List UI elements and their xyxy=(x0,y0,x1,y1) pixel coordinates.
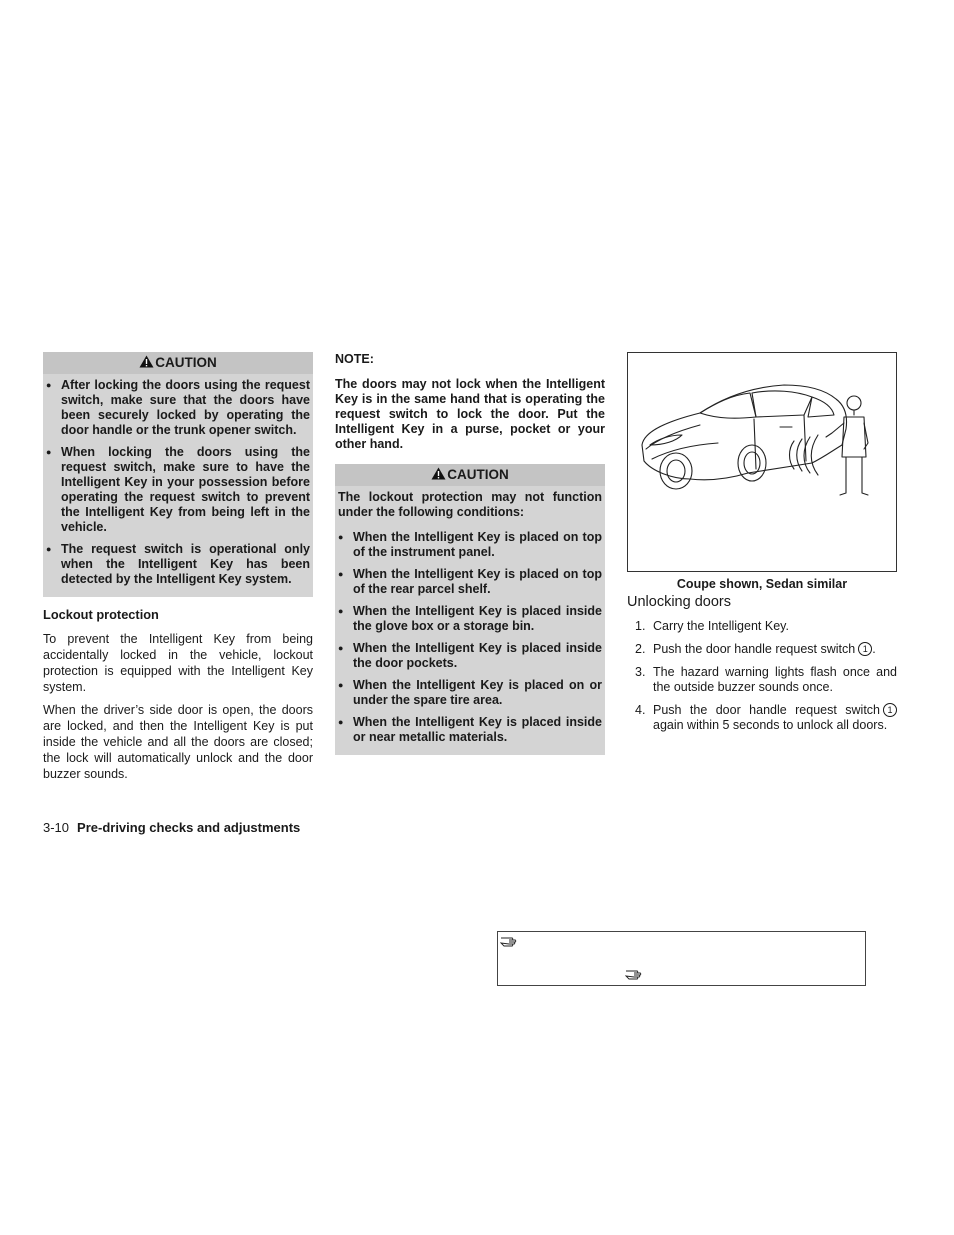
warning-triangle-icon xyxy=(139,355,154,368)
body-paragraph: When the driver’s side door is open, the doors are locked, and then the Intelligent Key is put inside the vehicle and all the doors are closed; the lock will automatically unlock and the door buzzer sounds. xyxy=(43,703,313,781)
step-number: 1. xyxy=(635,619,646,633)
caution-item: ● When the Intelligent Key is placed inside the door pockets. xyxy=(338,641,602,671)
caution-header xyxy=(43,352,313,374)
right-column xyxy=(627,352,897,741)
caution-title: CAUTION xyxy=(155,355,217,370)
caution-list xyxy=(335,526,605,745)
footer-section-title: Pre-driving checks and adjustments xyxy=(77,820,301,835)
caution-intro: The lockout protection may not function under the following conditions: xyxy=(338,490,602,519)
left-column xyxy=(43,352,313,789)
step-text: Carry the Intelligent Key. xyxy=(653,619,789,633)
step-number: 4. xyxy=(635,703,646,717)
pointing-hand-icon xyxy=(625,968,645,980)
page-number: 3-10 xyxy=(43,820,70,835)
caution-box-lockout xyxy=(335,464,605,755)
step-text: The hazard warning lights flash once and the outside buzzer sounds once. xyxy=(653,665,897,694)
unlocking-doors-title: Unlocking doors xyxy=(627,594,731,610)
unlock-steps-list xyxy=(627,619,897,733)
lockout-protection-heading: Lockout protection xyxy=(43,607,159,622)
caution-item: ● When the Intelligent Key is placed inside the glove box or a storage bin. xyxy=(338,604,602,634)
warning-triangle-icon xyxy=(431,467,446,480)
reference-box xyxy=(497,931,866,986)
page-footer xyxy=(43,820,300,835)
note-label: NOTE: xyxy=(335,352,374,366)
car-door-illustration xyxy=(627,352,897,572)
caution-list xyxy=(43,374,313,587)
caution-item: ● After locking the doors using the request switch, make sure that the doors have been securely locked by operating the door handle or the trunk opener switch. xyxy=(46,378,310,438)
body-paragraph: To prevent the Intelligent Key from being accidentally locked in the vehicle, lockout protection is equipped with the Intelligent Key system. xyxy=(43,632,313,694)
step-text-end: again within 5 seconds to unlock all doors. xyxy=(653,718,888,732)
middle-column xyxy=(335,352,605,755)
caution-box-request-switch xyxy=(43,352,313,597)
step-text: Push the door handle request switch xyxy=(653,703,880,717)
note-text: The doors may not lock when the Intelligent Key is in the same hand that is operating the request switch to lock the door. Put the Intelligent Key in a purse, pocket or your other hand. xyxy=(335,377,605,451)
caution-title: CAUTION xyxy=(447,467,509,482)
step-text-end: . xyxy=(872,642,876,656)
caution-item: ● The request switch is operational only when the Intelligent Key has been detected by the Intelligent Key system. xyxy=(46,542,310,587)
caution-item: ● When the Intelligent Key is placed on top of the rear parcel shelf. xyxy=(338,567,602,597)
callout-number-circle: 1 xyxy=(883,703,897,717)
step-item xyxy=(635,642,897,657)
caution-item: ● When locking the doors using the request switch, make sure to have the Intelligent Key in your possession before operating the request switch to prevent the Intelligent Key from being left in the vehicle. xyxy=(46,445,310,535)
caution-item: ● When the Intelligent Key is placed on or under the spare tire area. xyxy=(338,678,602,708)
pointing-hand-icon xyxy=(500,935,520,947)
coupe-with-person-illustration xyxy=(628,353,896,571)
step-text: Push the door handle request switch xyxy=(653,642,856,656)
callout-number-circle: 1 xyxy=(858,642,872,656)
figure-caption: Coupe shown, Sedan similar xyxy=(676,577,848,591)
step-item xyxy=(635,619,897,634)
step-number: 3. xyxy=(635,665,646,679)
caution-item: ● When the Intelligent Key is placed inside or near metallic materials. xyxy=(338,715,602,745)
caution-item: ● When the Intelligent Key is placed on top of the instrument panel. xyxy=(338,530,602,560)
step-item xyxy=(635,703,897,733)
step-item xyxy=(635,665,897,695)
step-number: 2. xyxy=(635,642,646,656)
caution-header xyxy=(335,464,605,486)
